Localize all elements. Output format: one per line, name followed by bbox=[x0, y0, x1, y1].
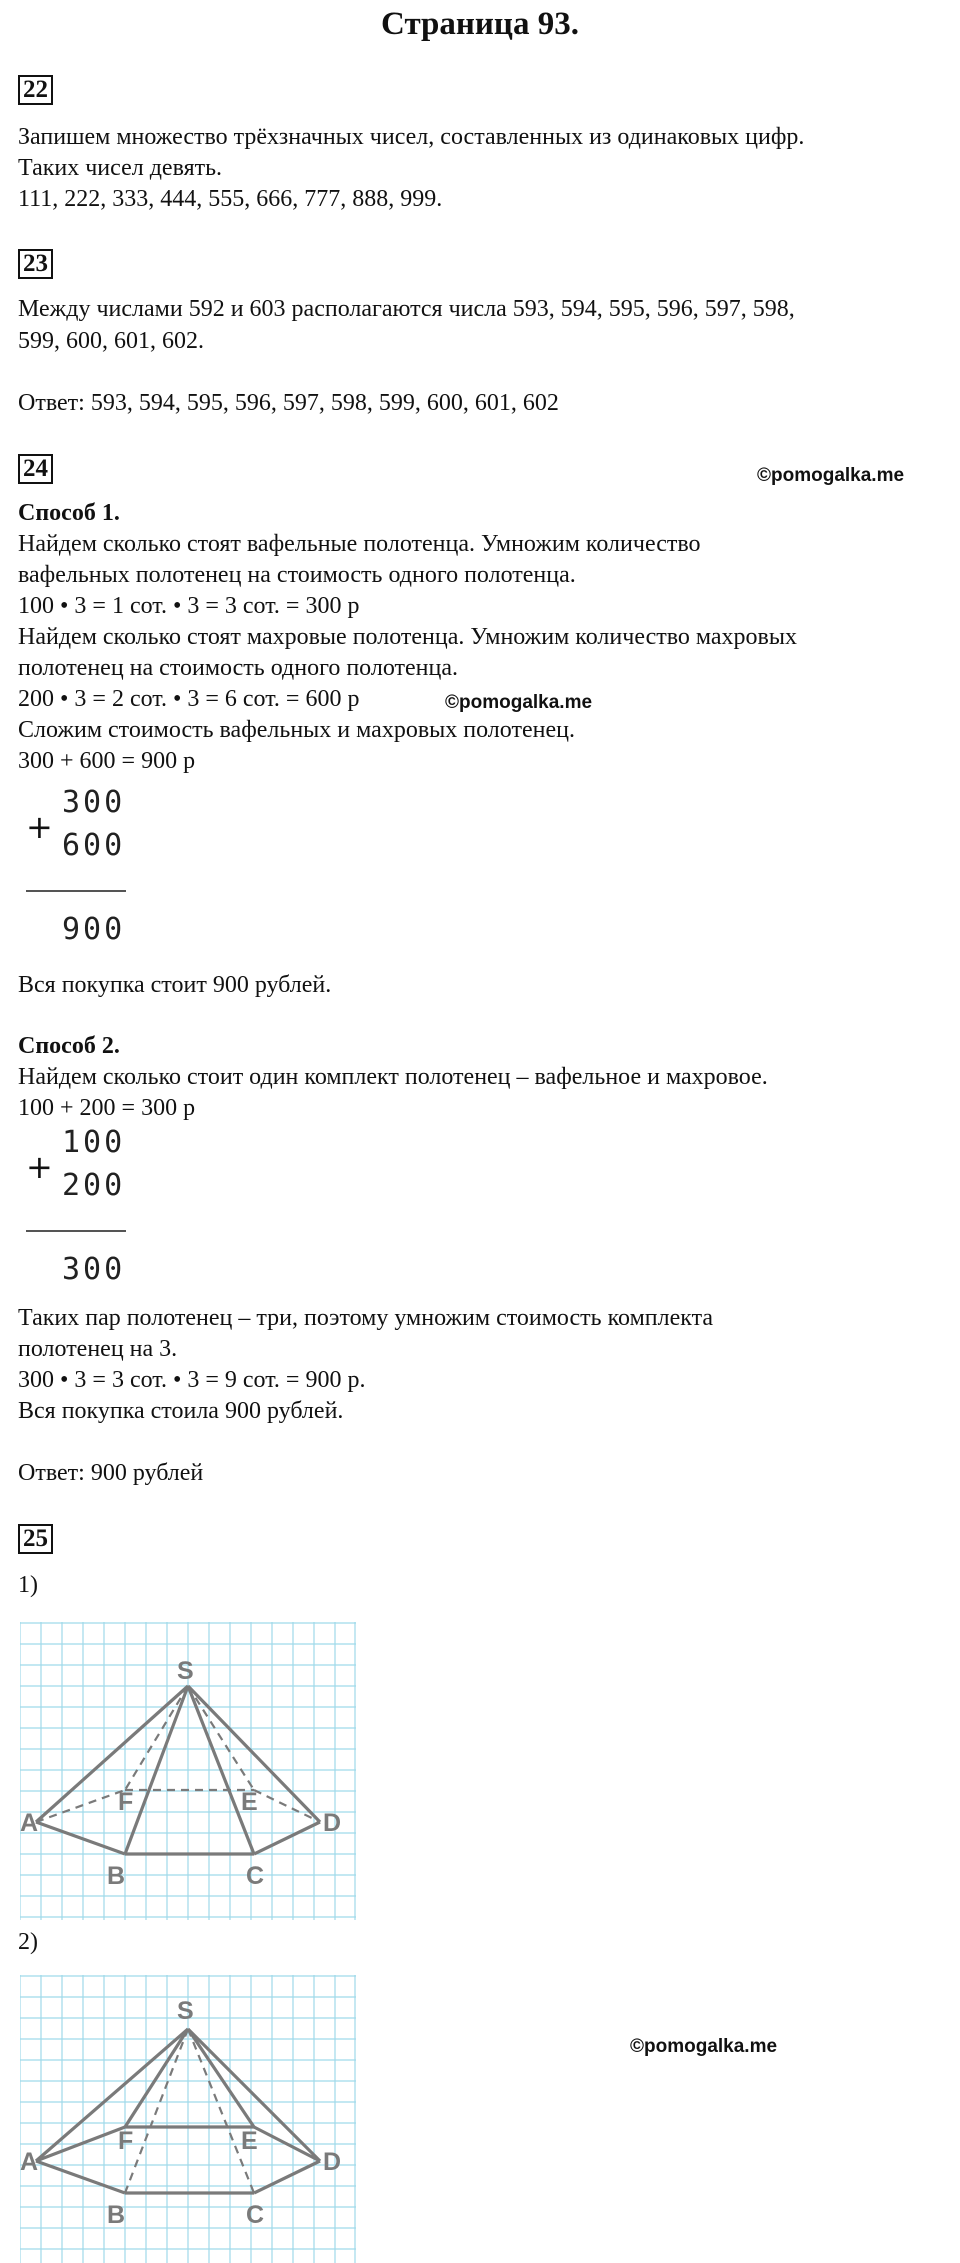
addend-bottom: 600 bbox=[62, 828, 126, 863]
task-number-22: 22 bbox=[18, 75, 53, 105]
way1-line7: Сложим стоимость вафельных и махровых полотенец. bbox=[18, 717, 575, 743]
watermark: ©pomogalka.me bbox=[757, 465, 905, 486]
way1-line3: 100 • 3 = 1 сот. • 3 = 3 сот. = 300 р bbox=[18, 593, 360, 619]
sum-line bbox=[26, 890, 126, 892]
pyramid-figure-1 bbox=[20, 1622, 356, 1920]
watermark: ©pomogalka.me bbox=[445, 692, 593, 713]
way2-line1: Найдем сколько стоит один комплект полотенец – вафельное и махровое. bbox=[18, 1064, 768, 1090]
task23-line1: Между числами 592 и 603 располагаются числа 593, 594, 595, 596, 597, 598, bbox=[18, 296, 795, 322]
vertex-label-d: D bbox=[323, 2148, 342, 2176]
task23-line2: 599, 600, 601, 602. bbox=[18, 328, 204, 354]
task-number-23: 23 bbox=[18, 249, 53, 279]
way2-line3: Таких пар полотенец – три, поэтому умножим стоимость комплекта bbox=[18, 1305, 714, 1331]
addend-top: 300 bbox=[62, 785, 126, 820]
task24-answer: Ответ: 900 рублей bbox=[18, 1460, 204, 1486]
figure2-label: 2) bbox=[18, 1929, 38, 1955]
vertex-label-f: F bbox=[118, 1788, 134, 1816]
addend-bottom: 200 bbox=[62, 1168, 126, 1203]
vertex-label-s: S bbox=[177, 1997, 194, 2025]
way1-heading: Способ 1. bbox=[18, 500, 120, 526]
vertex-label-a: A bbox=[20, 1809, 39, 1837]
vertex-label-d: D bbox=[323, 1809, 342, 1837]
figure1-label: 1) bbox=[18, 1572, 38, 1598]
vertex-label-a: A bbox=[20, 2148, 39, 2176]
plus-sign: + bbox=[26, 808, 53, 846]
vertex-label-b: B bbox=[107, 2201, 126, 2229]
page-title: Страница 93. bbox=[381, 6, 579, 42]
vertex-label-f: F bbox=[118, 2127, 134, 2155]
task-number-24: 24 bbox=[18, 454, 53, 484]
way1-line2: вафельных полотенец на стоимость одного полотенца. bbox=[18, 562, 576, 588]
addend-top: 100 bbox=[62, 1125, 126, 1160]
task-number-25: 25 bbox=[18, 1524, 53, 1554]
task22-line1: Запишем множество трёхзначных чисел, составленных из одинаковых цифр. bbox=[18, 124, 805, 150]
vertex-label-e: E bbox=[241, 1788, 258, 1816]
plus-sign: + bbox=[26, 1148, 53, 1186]
task22-line2: Таких чисел девять. bbox=[18, 155, 223, 181]
way2-line4: полотенец на 3. bbox=[18, 1336, 178, 1362]
watermark: ©pomogalka.me bbox=[630, 2036, 778, 2057]
way1-line6: 200 • 3 = 2 сот. • 3 = 6 сот. = 600 р bbox=[18, 686, 360, 712]
sum-result: 300 bbox=[62, 1252, 126, 1287]
sum-result: 900 bbox=[62, 912, 126, 947]
vertex-label-c: C bbox=[246, 1862, 265, 1890]
way2-line5: 300 • 3 = 3 сот. • 3 = 9 сот. = 900 р. bbox=[18, 1367, 366, 1393]
vertex-label-b: B bbox=[107, 1862, 126, 1890]
sum-line bbox=[26, 1230, 126, 1232]
hidden-edges bbox=[125, 2029, 254, 2193]
way1-line5: полотенец на стоимость одного полотенца. bbox=[18, 655, 458, 681]
vertex-label-c: C bbox=[246, 2201, 265, 2229]
pyramid-figure-2 bbox=[20, 1975, 356, 2263]
way1-line1: Найдем сколько стоят вафельные полотенца. Умножим количество bbox=[18, 531, 701, 557]
way2-line2: 100 + 200 = 300 р bbox=[18, 1095, 196, 1121]
way2-heading: Способ 2. bbox=[18, 1033, 120, 1059]
way1-line4: Найдем сколько стоят махровые полотенца. Умножим количество махровых bbox=[18, 624, 798, 650]
vertex-label-s: S bbox=[177, 1657, 194, 1685]
task22-line3: 111, 222, 333, 444, 555, 666, 777, 888, 999. bbox=[18, 186, 443, 212]
way1-result: Вся покупка стоит 900 рублей. bbox=[18, 972, 332, 998]
pyramid-edges bbox=[36, 2029, 320, 2193]
way1-line8: 300 + 600 = 900 р bbox=[18, 748, 196, 774]
task23-answer: Ответ: 593, 594, 595, 596, 597, 598, 599, 600, 601, 602 bbox=[18, 390, 559, 416]
vertex-label-e: E bbox=[241, 2127, 258, 2155]
way2-line6: Вся покупка стоила 900 рублей. bbox=[18, 1398, 344, 1424]
